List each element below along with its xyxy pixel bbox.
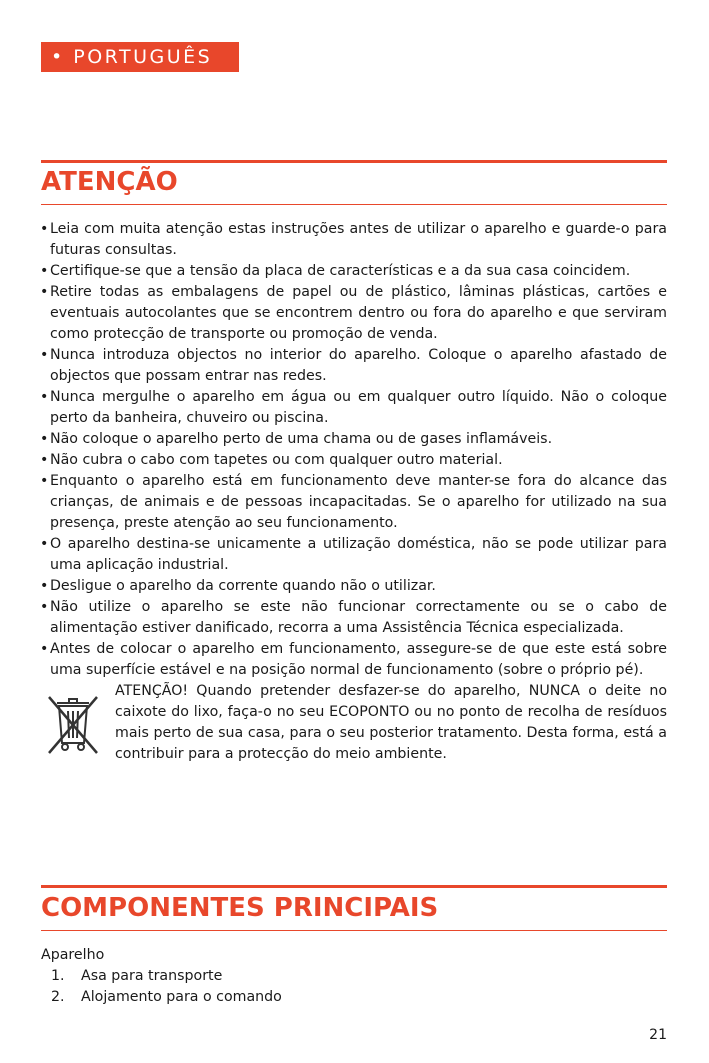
attention-bullet: • Não coloque o aparelho perto de uma chama ou de gases inflamáveis.	[41, 429, 667, 450]
components-rule-top	[41, 885, 667, 888]
component-label: Alojamento para o comando	[81, 989, 282, 1005]
component-item	[41, 987, 667, 1008]
attention-bullet: • Não utilize o aparelho se este não funcionar correctamente ou se o cabo de alimentação estiver danificado, recorra a uma Assistência Técnica especializada.	[41, 597, 667, 639]
attention-body	[41, 219, 667, 786]
components-title: COMPONENTES PRINCIPAIS	[41, 893, 439, 923]
component-number: 1.	[51, 968, 65, 984]
components-body	[41, 945, 667, 1008]
attention-title: ATENÇÃO	[41, 167, 178, 197]
attention-bullet: • Retire todas as embalagens de papel ou de plástico, lâminas plásticas, cartões e eventuais autocolantes que se encontrem dentro ou fora do aparelho e que serviram como protecção de transporte ou promoção de venda.	[41, 282, 667, 345]
component-number: 2.	[51, 989, 65, 1005]
components-list	[41, 966, 667, 1008]
weee-notice-block	[41, 681, 667, 786]
attention-bullet: • Antes de colocar o aparelho em funcionamento, assegure-se de que este está sobre uma superfície estável e na posição normal de funcionamento (sobre o próprio pé).	[41, 639, 667, 681]
component-label: Asa para transporte	[81, 968, 223, 984]
attention-bullet: • Enquanto o aparelho está em funcionamento deve manter-se fora do alcance das crianças, de animais e de pessoas incapacitadas. Se o aparelho for utilizado na sua presença, preste atenção ao seu funcionamento.	[41, 471, 667, 534]
components-group-label: Aparelho	[41, 947, 105, 963]
attention-bullet-list	[41, 219, 667, 681]
attention-rule-bottom	[41, 204, 667, 205]
crossed-out-wheelie-bin-icon	[43, 691, 103, 759]
attention-bullet: • Certifique-se que a tensão da placa de características e a da sua casa coincidem.	[41, 261, 667, 282]
attention-bullet: • Desligue o aparelho da corrente quando não o utilizar.	[41, 576, 667, 597]
components-rule-bottom	[41, 930, 667, 931]
attention-bullet: • Não cubra o cabo com tapetes ou com qualquer outro material.	[41, 450, 667, 471]
attention-bullet: • O aparelho destina-se unicamente a utilização doméstica, não se pode utilizar para uma aplicação industrial.	[41, 534, 667, 576]
component-item	[41, 966, 667, 987]
attention-bullet: • Leia com muita atenção estas instruções antes de utilizar o aparelho e guarde-o para futuras consultas.	[41, 219, 667, 261]
weee-notice-text: ATENÇÃO! Quando pretender desfazer-se do aparelho, NUNCA o deite no caixote do lixo, faça-o no seu ECOPONTO ou no ponto de recolha de resíduos mais perto de sua casa, para o seu posterior tratamento. Desta forma, está a contribuir para a protecção do meio ambiente.	[115, 683, 667, 762]
attention-rule-top	[41, 160, 667, 163]
page-number: 21	[649, 1027, 667, 1043]
language-tag: • PORTUGUÊS	[41, 42, 239, 72]
attention-bullet: • Nunca mergulhe o aparelho em água ou em qualquer outro líquido. Não o coloque perto da banheira, chuveiro ou piscina.	[41, 387, 667, 429]
attention-bullet: • Nunca introduza objectos no interior do aparelho. Coloque o aparelho afastado de objectos que possam entrar nas redes.	[41, 345, 667, 387]
